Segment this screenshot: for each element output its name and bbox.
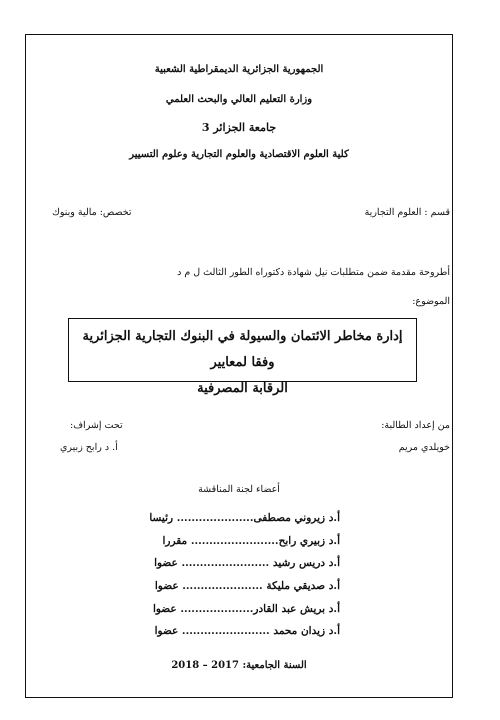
academic-year: السنة الجامعية: 2017 – 2018	[171, 660, 307, 671]
supervisor-label: تحت إشراف:	[70, 420, 123, 431]
university-heading: جامعة الجزائر 3	[201, 121, 277, 134]
committee-member: أ.د بريش عبد القادر.................... عضوا	[152, 603, 340, 615]
prepared-by-label: من إعداد الطالبة:	[381, 420, 450, 431]
committee-member: أ.د صديقي مليكة ...................... عضوا	[154, 580, 340, 592]
specialty-label: تخصص: مالية وبنوك	[52, 207, 132, 218]
student-name: خويلدي مريم	[398, 442, 450, 453]
committee-member: أ.د دريس رشيد ........................ عضوا	[154, 557, 340, 569]
faculty-heading: كلية العلوم الاقتصادية والعلوم التجارية وعلوم التسيير	[129, 149, 349, 160]
committee-member: أ.د زيدان محمد ........................ عضوا	[154, 625, 340, 637]
committee-member: أ.د زيروني مصطفى..................... رئيسا	[149, 512, 340, 524]
subject-label: الموضوع:	[412, 296, 450, 307]
thesis-title-box	[68, 318, 417, 396]
committee-member: أ.د زبيري رابح........................ مقررا	[162, 535, 340, 547]
supervisor-name: أ. د رابح زبيري	[60, 442, 118, 453]
thesis-title-line2: الرقابة المصرفية	[197, 381, 288, 396]
republic-heading: الجمهورية الجزائرية الديمقراطية الشعبية	[154, 64, 324, 75]
committee-title: أعضاء لجنة المناقشة	[198, 484, 280, 495]
department-label: قسم : العلوم التجارية	[364, 207, 450, 218]
thesis-note: أطروحة مقدمة ضمن متطلبات نيل شهادة دكتوراه الطور الثالث ل م د	[177, 267, 450, 278]
thesis-title-line1: إدارة مخاطر الائتمان والسيولة في البنوك التجارية الجزائرية وفقا لمعايير	[82, 329, 403, 370]
ministry-heading: وزارة التعليم العالي والبحث العلمي	[165, 94, 313, 105]
